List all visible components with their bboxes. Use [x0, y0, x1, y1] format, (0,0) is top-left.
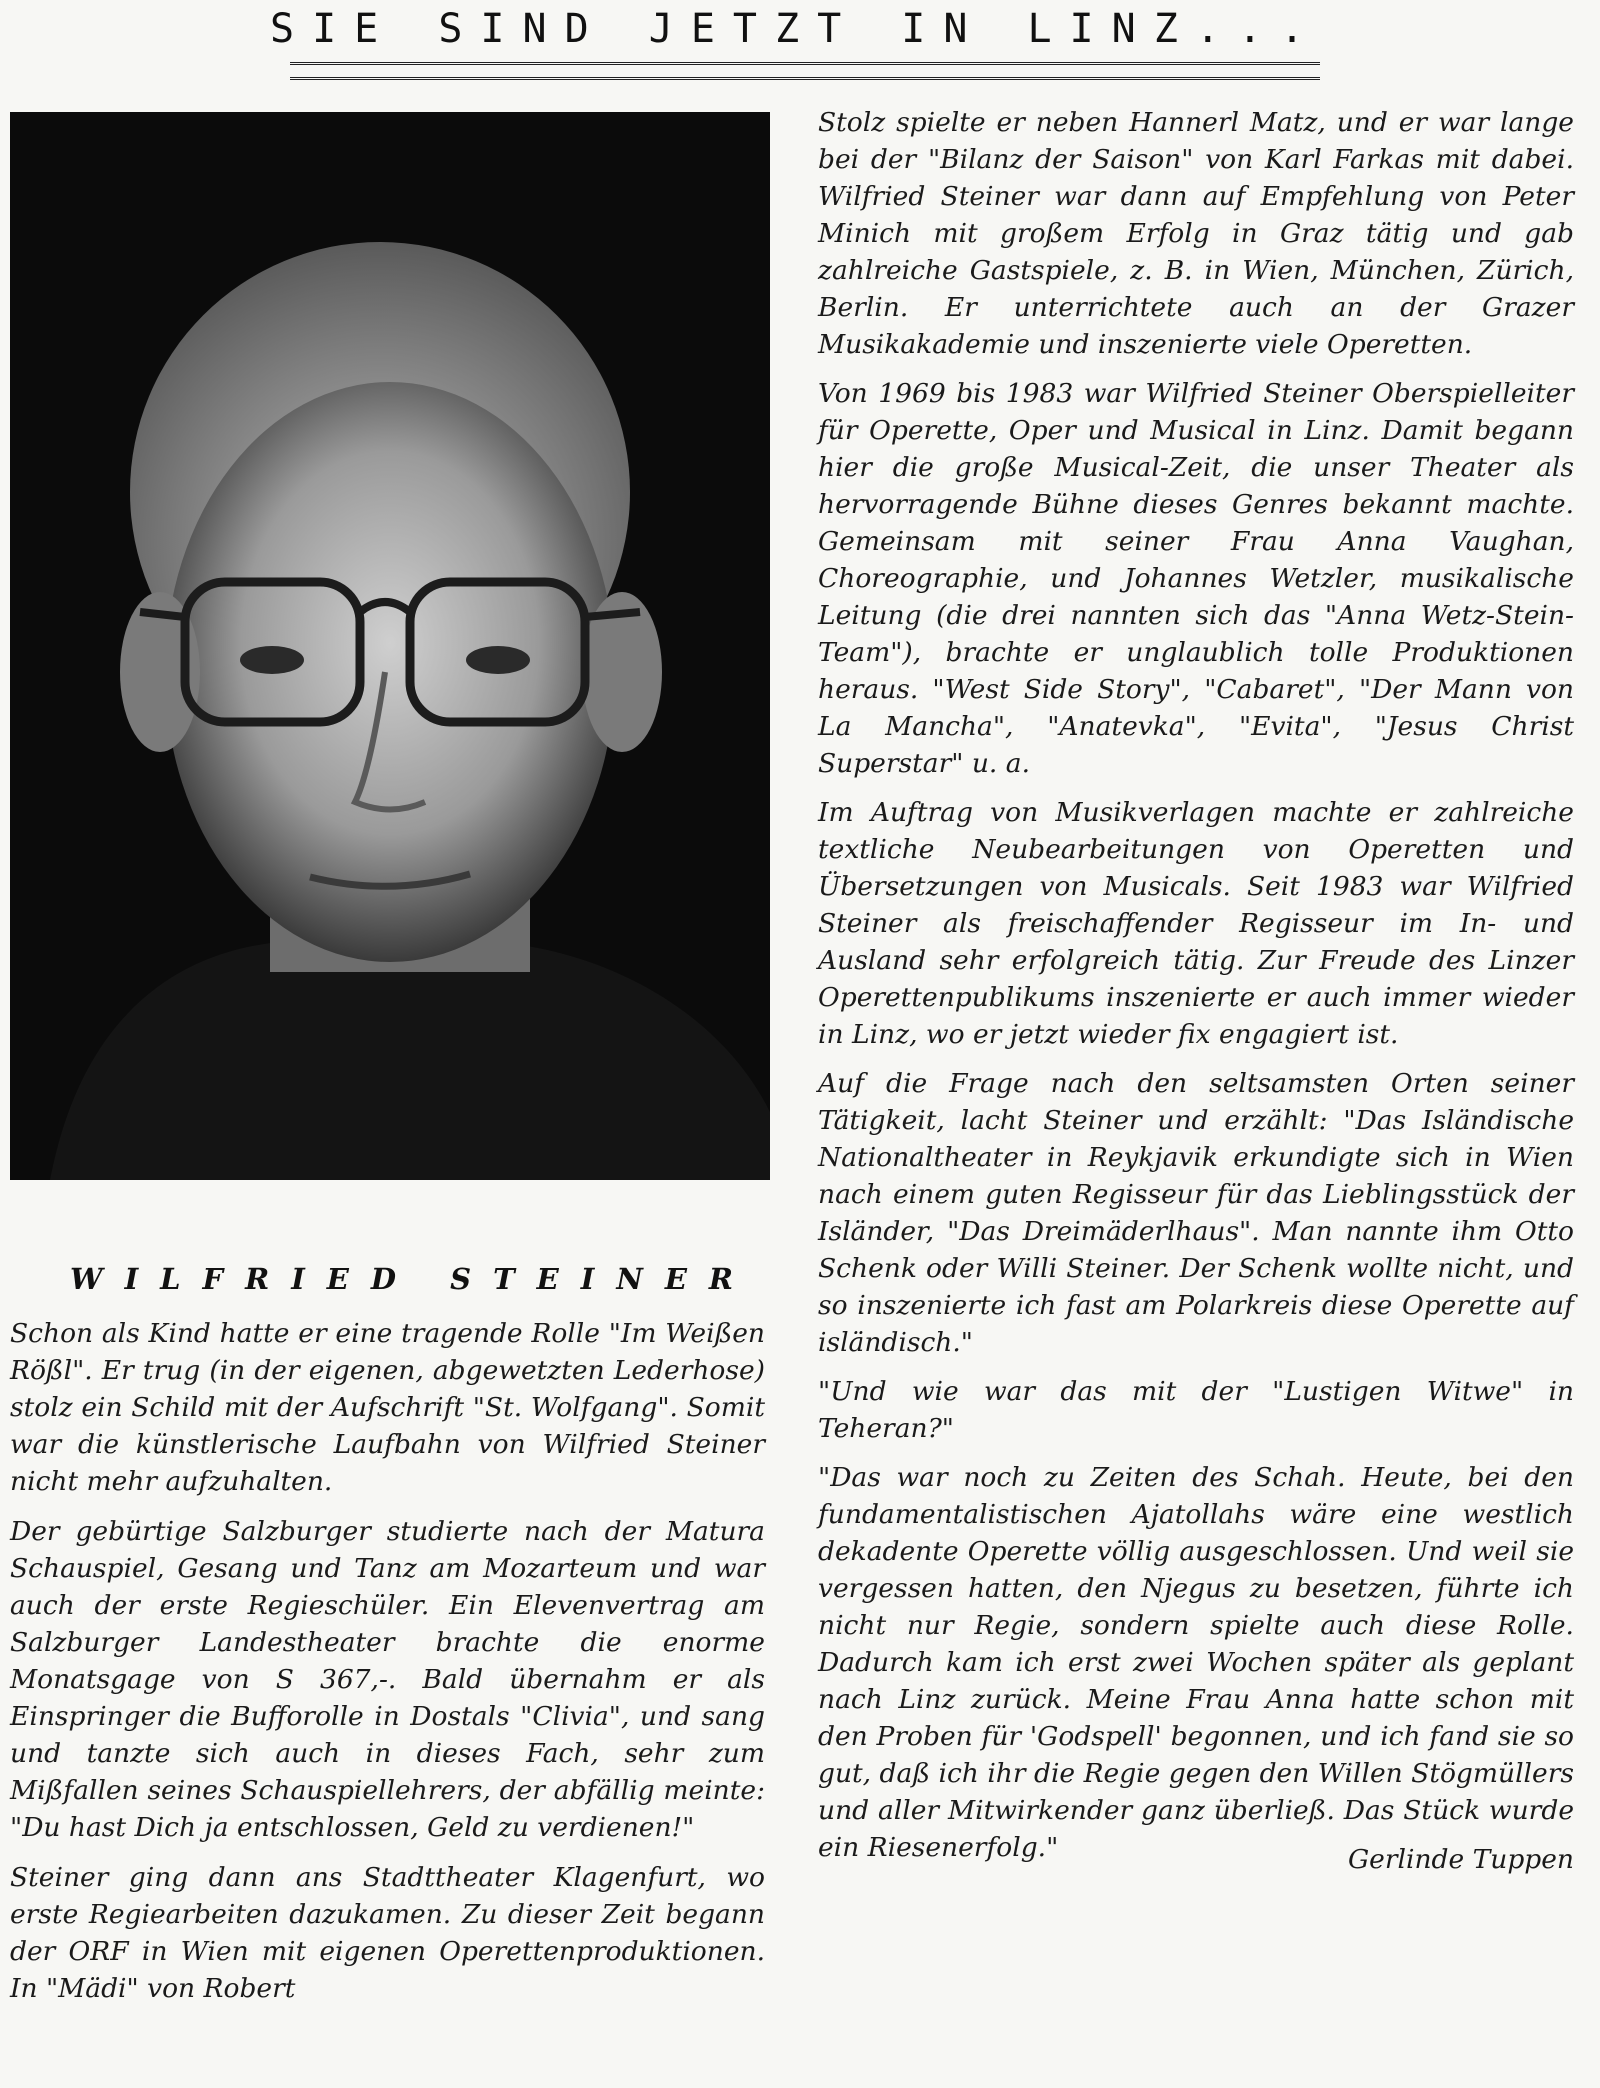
paragraph: Stolz spielte er neben Hannerl Matz, und er war lange bei der "Bilanz der Saison" von Karl Farkas mit dabei. Wilfried Steiner war dann auf Empfehlung von Peter Minich mit großem Erfolg in Graz tätig und gab zahlreiche Gastspiele, z. B. in Wien, München, Zürich, Berlin. Er unterrichtete auch an der Grazer Musikakademie und inszenierte viele Operetten. [818, 107, 1574, 360]
portrait-photo [10, 112, 770, 1180]
right-column-text [818, 104, 1574, 1878]
paragraph: Der gebürtige Salzburger studierte nach der Matura Schauspiel, Gesang und Tanz am Mozarteum und war auch der erste Regieschüler. Ein Elevenvertrag am Salzburger Landestheater brachte die enorme Monatsgage von S 367,-. Bald übernahm er als Einspringer die Bufforolle in Dostals "Clivia", und sang und tanzte sich auch in dieses Fach, sehr zum Mißfallen seines Schauspiellehrers, der abfällig meinte: "Du hast Dich ja entschlossen, Geld zu verdienen!" [10, 1516, 765, 1843]
paragraph: Steiner ging dann ans Stadttheater Klagenfurt, wo erste Regiearbeiten dazukamen. Zu dieser Zeit begann der ORF in Wien mit eigenen Operettenproduktionen. In "Mädi" von Robert [10, 1862, 765, 2004]
paragraph: Von 1969 bis 1983 war Wilfried Steiner Oberspielleiter für Operette, Oper und Musical in Linz. Damit begann hier die große Musical-Zeit, die unser Theater als hervorragende Bühne dieses Genres bekannt machte. Gemeinsam mit seiner Frau Anna Vaughan, Choreographie, und Johannes Wetzler, musikalische Leitung (die drei nannten sich das "Anna Wetz-Stein-Team"), brachte er unglaublich tolle Produktionen heraus. "West Side Story", "Cabaret", "Der Mann von La Mancha", "Anatevka", "Evita", "Jesus Christ Superstar" u. a. [818, 378, 1574, 779]
left-column-text [10, 1315, 765, 2020]
paragraph: Schon als Kind hatte er eine tragende Rolle "Im Weißen Rößl". Er trug (in der eigenen, abgewetzten Lederhose) stolz ein Schild mit der Aufschrift "St. Wolfgang". Somit war die künstlerische Laufbahn von Wilfried Steiner nicht mehr aufzuhalten. [10, 1318, 765, 1497]
headline-double-rule [290, 62, 1320, 80]
paragraph: "Und wie war das mit der "Lustigen Witwe" in Teheran?" [818, 1376, 1574, 1444]
author-credit: Gerlinde Tuppen [1347, 1844, 1574, 1875]
paragraph: "Das war noch zu Zeiten des Schah. Heute, bei den fundamentalistischen Ajatollahs wäre eine westlich dekadente Operette völlig ausgeschlossen. Und weil sie vergessen hatten, den Njegus zu besetzen, führte ich nicht nur Regie, sondern spielte auch diese Rolle. Dadurch kam ich erst zwei Wochen später als geplant nach Linz zurück. Meine Frau Anna hatte schon mit den Proben für 'Godspell' begonnen, und ich fand sie so gut, daß ich ihr die Regie gegen den Willen Stögmüllers und aller Mitwirkender ganz überließ. Das Stück wurde ein Riesenerfolg." [818, 1462, 1574, 1863]
headline: SIE SIND JETZT IN LINZ... [270, 6, 1323, 52]
portrait-photo-icon [10, 112, 770, 1180]
paragraph: Auf die Frage nach den seltsamsten Orten seiner Tätigkeit, lacht Steiner und erzählt: "Das Isländische Nationaltheater in Reykjavik erkundigte sich in Wien nach einem guten Regisseur für das Lieblingsstück der Isländer, "Das Dreimäderlhaus". Man nannte ihm Otto Schenk oder Willi Steiner. Der Schenk wollte nicht, und so inszenierte ich fast am Polarkreis diese Operette auf isländisch." [818, 1068, 1574, 1358]
paragraph: Im Auftrag von Musikverlagen machte er zahlreiche textliche Neubearbeitungen von Operetten und Übersetzungen von Musicals. Seit 1983 war Wilfried Steiner als freischaffender Regisseur im In- und Ausland sehr erfolgreich tätig. Zur Freude des Linzer Operettenpublikums inszenierte er auch immer wieder in Linz, wo er jetzt wieder fix engagiert ist. [818, 797, 1574, 1050]
byline-name: WILFRIED STEINER [70, 1262, 756, 1296]
